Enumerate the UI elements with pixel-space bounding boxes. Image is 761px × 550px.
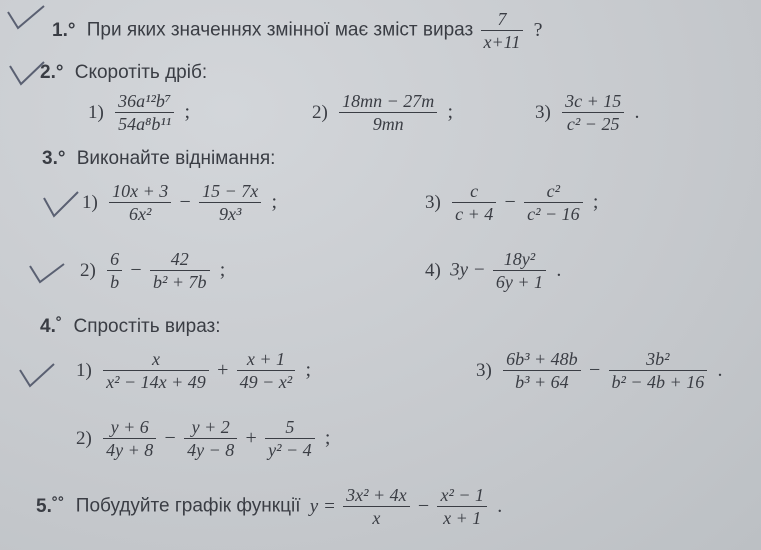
item-label: 3) <box>476 359 492 381</box>
task-5 <box>36 484 502 529</box>
denominator: b² − 4b + 16 <box>611 372 705 392</box>
numerator: y + 6 <box>103 416 156 439</box>
item-label: 2) <box>76 427 92 449</box>
task-2-item-1 <box>88 90 190 135</box>
task-3-item-2 <box>80 248 225 293</box>
item-label: 3) <box>425 191 441 213</box>
task-text: При яких значеннях змінної має зміст вираз <box>86 19 474 41</box>
fraction <box>609 348 708 393</box>
operator: − <box>164 427 176 449</box>
denominator: c² − 16 <box>527 204 580 224</box>
numerator: 5 <box>265 416 315 439</box>
check-mark-icon <box>42 186 82 220</box>
operator: − <box>504 191 516 213</box>
fraction <box>150 248 210 293</box>
numerator: x + 1 <box>237 348 296 371</box>
fraction <box>503 348 581 393</box>
task-4-item-2 <box>76 416 330 461</box>
numerator: 7 <box>481 8 524 31</box>
expression-prefix: 3y − <box>450 259 486 281</box>
numerator: 3b² <box>609 348 708 371</box>
fraction <box>109 180 171 225</box>
numerator: c <box>452 180 496 203</box>
fraction <box>481 8 524 53</box>
operator: − <box>588 359 601 381</box>
numerator: 10x + 3 <box>109 180 171 203</box>
fraction <box>265 416 315 461</box>
denominator: b² + 7b <box>152 272 207 292</box>
item-label: 2) <box>80 259 96 281</box>
denominator: b³ + 64 <box>515 372 569 392</box>
fraction <box>452 180 496 225</box>
denominator: x + 1 <box>443 508 482 528</box>
task-text: Спростіть вираз: <box>73 316 221 337</box>
numerator: 6b³ + 48b <box>503 348 581 371</box>
item-label: 1) <box>76 359 92 381</box>
denominator: c + 4 <box>455 204 494 224</box>
punctuation: ; <box>324 427 331 449</box>
task-2-heading <box>40 62 207 84</box>
punctuation: ; <box>271 191 278 213</box>
fraction <box>115 90 174 135</box>
denominator: 6x² <box>128 204 152 224</box>
numerator: 36a¹²b⁷ <box>115 90 174 113</box>
denominator: 9mn <box>372 114 404 134</box>
denominator: y² − 4 <box>268 440 312 460</box>
punctuation: ; <box>592 191 599 213</box>
punctuation: ; <box>447 101 454 123</box>
task-text: Виконайте віднімання: <box>76 148 276 169</box>
punctuation: . <box>556 259 562 281</box>
numerator: 6 <box>107 248 122 271</box>
fraction <box>184 416 237 461</box>
denominator: x+11 <box>483 32 521 52</box>
item-label: 1) <box>88 101 104 123</box>
punctuation: ; <box>184 101 191 123</box>
fraction <box>237 348 296 393</box>
numerator: 3c + 15 <box>562 90 624 113</box>
numerator: x² − 1 <box>437 484 487 507</box>
punctuation: ; <box>305 359 312 381</box>
operator: − <box>179 191 191 213</box>
numerator: x <box>103 348 209 371</box>
numerator: 18y² <box>493 248 546 271</box>
numerator: y + 2 <box>184 416 237 439</box>
punctuation: . <box>497 495 503 517</box>
punctuation: . <box>634 101 640 123</box>
denominator: 54a⁸b¹¹ <box>118 114 172 134</box>
punctuation: ? <box>533 19 543 41</box>
denominator: 9x³ <box>218 204 242 224</box>
task-4-item-1 <box>76 348 311 393</box>
operator: + <box>217 359 229 381</box>
denominator: 4y − 8 <box>187 440 235 460</box>
task-4-item-3 <box>476 348 722 393</box>
expression-prefix: y = <box>309 495 336 517</box>
denominator: 6y + 1 <box>495 272 544 292</box>
fraction <box>493 248 546 293</box>
numerator: 18mn − 27m <box>339 90 437 113</box>
fraction <box>103 416 156 461</box>
check-mark-icon <box>28 258 68 288</box>
task-2-item-2 <box>312 90 453 135</box>
denominator: c² − 25 <box>566 114 620 134</box>
task-3-heading <box>42 148 275 170</box>
numerator: c² <box>524 180 583 203</box>
task-number: 2.° <box>40 62 64 83</box>
fraction <box>524 180 583 225</box>
item-label: 4) <box>425 259 441 281</box>
numerator: 3x² + 4x <box>343 484 410 507</box>
item-label: 2) <box>312 101 328 123</box>
task-text: Скоротіть дріб: <box>74 62 208 83</box>
task-1 <box>52 8 543 53</box>
operator: − <box>130 259 142 281</box>
task-number: 4.˚ <box>40 316 63 337</box>
fraction <box>103 348 209 393</box>
task-3-item-3 <box>425 180 598 225</box>
check-mark-icon <box>6 2 46 32</box>
item-label: 3) <box>535 101 551 123</box>
denominator: b <box>110 272 120 292</box>
numerator: 15 − 7x <box>199 180 261 203</box>
task-text: Побудуйте графік функції <box>75 495 301 517</box>
check-mark-icon <box>18 360 58 390</box>
denominator: x² − 14x + 49 <box>106 372 206 392</box>
task-3-item-4 <box>425 248 561 293</box>
denominator: 49 − x² <box>239 372 293 392</box>
fraction <box>562 90 624 135</box>
denominator: 4y + 8 <box>106 440 154 460</box>
task-number: 1.° <box>52 19 76 41</box>
operator: + <box>245 427 257 449</box>
fraction <box>107 248 122 293</box>
denominator: x <box>372 508 381 528</box>
numerator: 42 <box>150 248 210 271</box>
fraction <box>199 180 261 225</box>
task-number: 3.° <box>42 148 66 169</box>
task-number: 5.˚˚ <box>36 495 65 517</box>
task-2-item-3 <box>535 90 640 135</box>
fraction <box>437 484 487 529</box>
punctuation: . <box>717 359 723 381</box>
item-label: 1) <box>82 191 98 213</box>
fraction <box>343 484 410 529</box>
fraction <box>339 90 437 135</box>
punctuation: ; <box>219 259 226 281</box>
task-4-heading <box>40 316 221 338</box>
operator: − <box>417 495 430 517</box>
task-3-item-1 <box>82 180 277 225</box>
